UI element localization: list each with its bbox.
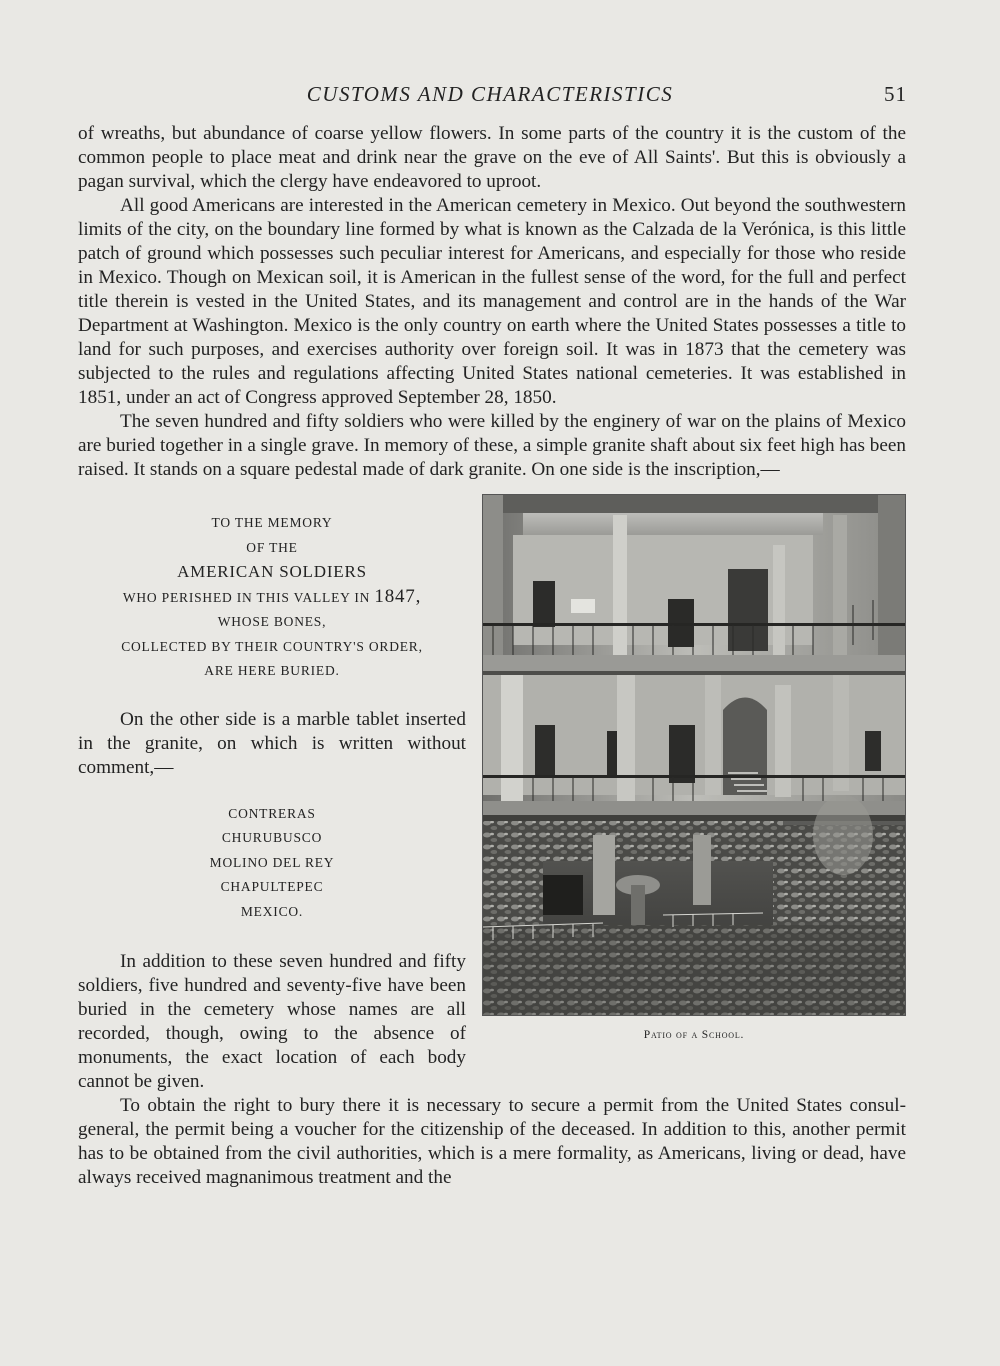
inscription-line: COLLECTED BY THEIR COUNTRY'S ORDER,: [121, 638, 423, 654]
paragraph-marble-tablet: On the other side is a marble tablet inserted in the granite, on which is written without comment,—: [78, 708, 466, 778]
figure-patio: [482, 494, 906, 1042]
inscription-line: CHURUBUSCO: [221, 830, 323, 845]
inscription-line: AMERICAN SOLDIERS: [177, 562, 367, 581]
inscription-line: WHOSE BONES,: [217, 614, 327, 629]
inscription-line: MEXICO.: [240, 903, 304, 919]
inscription-memorial: [78, 511, 478, 684]
paragraph-american-cemetery: All good Americans are interested in the American cemetery in Mexico. Out beyond the southwestern limits of the city, on the boundary line formed by what is known as the Calzada de la Verónica, is this little patch of ground which possesses such peculiar interest for Americans, and especially for those who reside in Mexico. Though on Mexican soil, it is American in the fullest sense of the word, for the full and perfect title therein is vested in the United States, and its management and control are in the hands of the War Department at Washington. Mexico is the only country on earth where the United States possesses a title to land for such purposes, and exercises authority over foreign soil. It was in 1873 that the cemetery was subjected to the rules and regulations affecting United States national cemeteries. It was established in 1851, under an act of Congress approved September 28, 1850.: [78, 195, 906, 408]
paragraph-additional-burials: In addition to these seven hundred and fifty soldiers, five hundred and seventy-five have been buried in the cemetery whose names are all recorded, though, owing to the absence of monuments, the exact location of each body cannot be given.: [78, 951, 466, 1092]
inscription-line-text: WHO PERISHED IN THIS VALLEY IN: [122, 589, 371, 605]
inscription-battles: [78, 802, 478, 925]
inscription-line: MOLINO DEL REY: [209, 854, 335, 870]
patio-photo: [482, 494, 906, 1016]
running-head: [0, 82, 1000, 112]
inscription-line: ARE HERE BURIED.: [204, 663, 340, 678]
inscription-line: [78, 585, 478, 611]
inscription-line: OF THE: [246, 539, 298, 555]
paragraph-seven-hundred-fifty: [78, 410, 906, 482]
inscription-line: TO THE MEMORY: [211, 515, 333, 530]
paragraph-seven-hundred-fifty-text: The seven hundred and fifty soldiers who were killed by the enginery of war on the plains of Mexico are buried together in a single grave. In memory of these, a simple granite shaft about six feet high has been raised. It stands on a square pedestal made of dark granite. On one side is the inscription,—: [78, 411, 906, 480]
body-text: [78, 122, 906, 1190]
figure-caption-text: Patio of a School.: [643, 1029, 745, 1041]
page-number: 51: [884, 82, 907, 106]
paragraph-wreaths: of wreaths, but abundance of coarse yellow flowers. In some parts of the country it is the custom of the common people to place meat and drink near the grave on the eve of All Saints'. But this is obviously a pagan survival, which the clergy have endeavored to uproot.: [78, 123, 906, 192]
inscription-line: CHAPULTEPEC: [220, 879, 324, 894]
paragraph-permit: To obtain the right to bury there it is necessary to secure a permit from the United States consul-general, the permit being a voucher for the citizenship of the deceased. In addition to this, another permit has to be obtained from the civil authorities, which is a mere formality, as Americans, living or dead, have always received magnanimous treatment and the: [78, 1095, 906, 1188]
inscription-year: 1847,: [374, 585, 422, 607]
running-title: CUSTOMS AND CHARACTERISTICS: [306, 82, 674, 106]
inscription-line: CONTRERAS: [228, 805, 316, 821]
figure-caption: [482, 1028, 906, 1042]
